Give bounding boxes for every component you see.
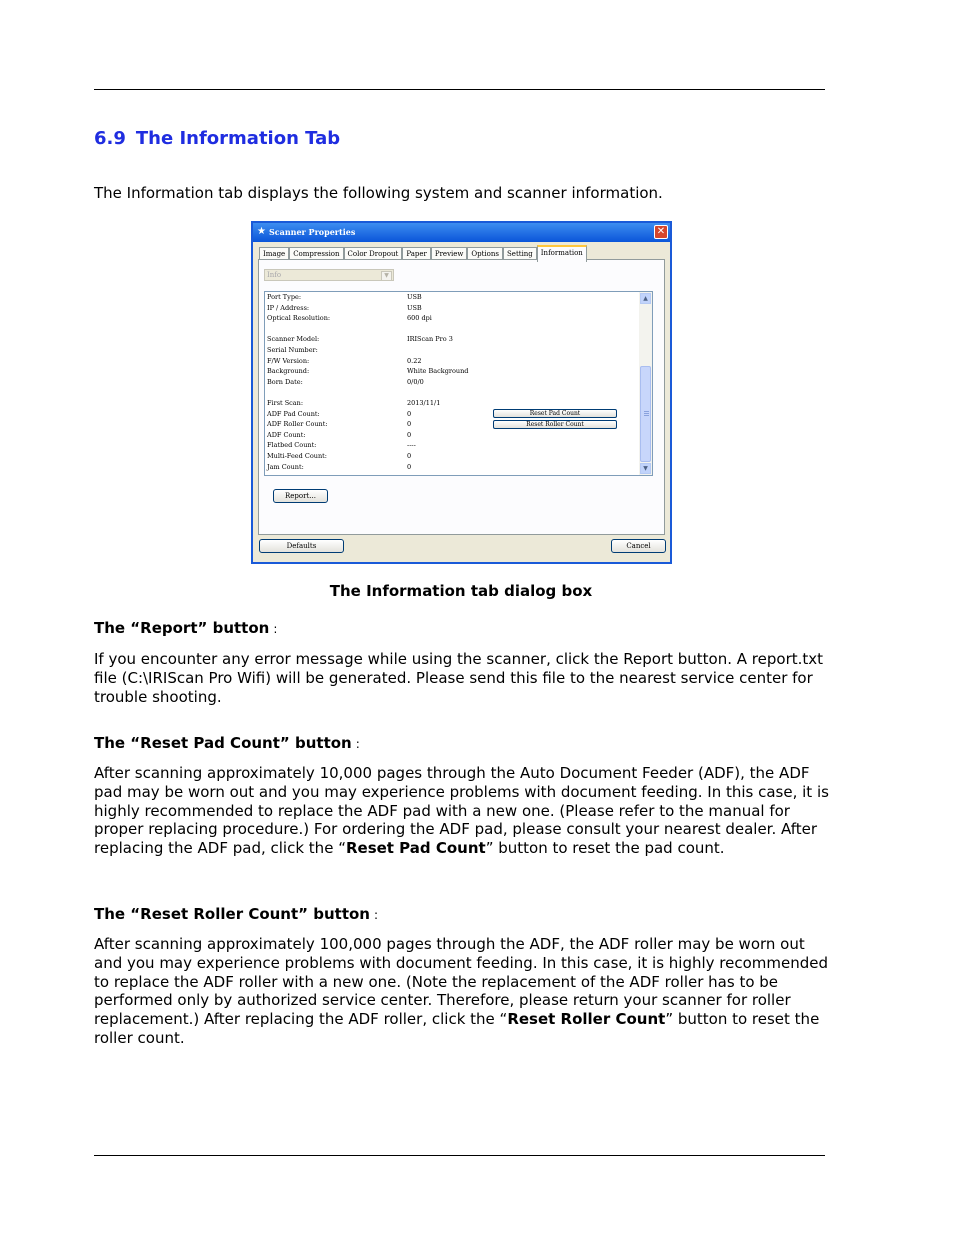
row-value: 0/0/0: [407, 377, 424, 386]
row-label: Scanner Model:: [267, 335, 320, 344]
list-item: [267, 430, 637, 440]
information-panel: [258, 259, 665, 535]
info-select[interactable]: [264, 269, 394, 281]
list-item: [267, 334, 637, 344]
reset-pad-paragraph: [94, 764, 829, 858]
list-item: [267, 303, 637, 313]
row-value: 0: [407, 420, 412, 429]
row-label: ADF Count:: [267, 430, 306, 439]
row-value: USB: [407, 303, 422, 312]
heading-colon: :: [273, 622, 278, 636]
row-value: 0.22: [407, 356, 422, 365]
reset-roller-bold: Reset Roller Count: [507, 1010, 666, 1029]
row-value: 0: [407, 462, 412, 471]
info-list[interactable]: [264, 291, 653, 476]
scroll-down-icon[interactable]: ▼: [640, 463, 651, 474]
scroll-up-icon[interactable]: ▲: [640, 293, 651, 304]
chevron-down-icon[interactable]: ▼: [381, 271, 392, 281]
row-value: IRIScan Pro 3: [407, 335, 453, 344]
row-label: Port Type:: [267, 293, 302, 301]
row-value: White Background: [407, 367, 469, 376]
report-paragraph: If you encounter any error message while using the scanner, click the Report button. A report.txt file (C:\IRIScan Pro Wifi) will be generated. Please send this file to the nearest service center for trouble shooting.: [94, 650, 824, 706]
list-item: [267, 451, 637, 461]
scanner-properties-dialog: [251, 221, 672, 564]
info-select-value: Info: [267, 271, 282, 279]
reset-pad-heading-text: The “Reset Pad Count” button: [94, 734, 352, 752]
section-heading: [94, 128, 340, 149]
row-label: Serial Number:: [267, 346, 318, 354]
reset-roller-text-b: ” button to reset the roller count.: [94, 1010, 820, 1047]
list-item: [267, 398, 637, 408]
list-item: [267, 292, 637, 302]
figure-caption: The Information tab dialog box: [329, 582, 593, 600]
list-item: [267, 324, 637, 334]
scanner-app-icon: ★: [257, 226, 266, 237]
list-item: [267, 313, 637, 323]
reset-roller-count-button[interactable]: Reset Roller Count: [493, 420, 617, 429]
row-value: ----: [407, 441, 416, 450]
row-label: Jam Count:: [267, 462, 304, 471]
row-value: USB: [407, 293, 422, 301]
reset-roller-heading: [94, 905, 378, 923]
dialog-titlebar: [253, 223, 670, 242]
tab-image[interactable]: Image: [259, 247, 289, 260]
row-value: 0: [407, 409, 412, 418]
footer-rule: [94, 1155, 825, 1156]
section-title: The Information Tab: [135, 128, 341, 149]
row-label: First Scan:: [267, 399, 304, 407]
header-rule: [94, 89, 825, 90]
row-label: IP / Address:: [267, 303, 310, 312]
defaults-button[interactable]: Defaults: [259, 539, 344, 553]
tab-options[interactable]: Options: [467, 247, 503, 260]
reset-pad-text-a: After scanning approximately 10,000 pages through the Auto Document Feeder (ADF), the ADF pad may be worn out and you may experience problems with document feeding. In this case, it is highly recommended to replace the ADF pad with a new one. (Please refer to the manual for proper replacing procedure.) For ordering the ADF pad, please consult your nearest dealer. After replacing the ADF pad, click the “: [94, 764, 829, 858]
row-label: Flatbed Count:: [267, 441, 317, 450]
row-value: 2013/11/1: [407, 399, 441, 407]
grip-line: [644, 413, 649, 414]
list-item: [267, 462, 637, 472]
reset-pad-count-button[interactable]: Reset Pad Count: [493, 409, 617, 418]
cancel-button[interactable]: Cancel: [611, 539, 666, 553]
list-item: [267, 440, 637, 450]
list-item: [267, 387, 637, 397]
heading-colon: :: [373, 908, 379, 922]
tab-setting[interactable]: Setting: [503, 247, 537, 260]
list-scrollbar[interactable]: [639, 292, 652, 475]
tab-preview[interactable]: Preview: [431, 247, 468, 260]
reset-pad-bold: Reset Pad Count: [345, 839, 486, 858]
row-label: ADF Pad Count:: [267, 409, 320, 418]
close-icon: ✕: [656, 226, 666, 237]
reset-pad-heading: [94, 734, 360, 752]
grip-line: [644, 411, 649, 412]
list-item: [267, 366, 637, 376]
row-label: Born Date:: [267, 377, 303, 386]
reset-roller-heading-text: The “Reset Roller Count” button: [94, 905, 370, 923]
row-label: Multi-Feed Count:: [267, 452, 327, 460]
row-value: 0: [407, 430, 412, 439]
reset-roller-paragraph: [94, 935, 829, 1048]
row-label: Background:: [267, 367, 310, 376]
tab-color-dropout[interactable]: Color Dropout: [344, 247, 403, 260]
report-heading: [94, 619, 277, 637]
section-number: 6.9: [94, 128, 126, 149]
reset-roller-text-a: After scanning approximately 100,000 pages through the ADF, the ADF roller may be worn out and you may experience problems with document feeding. In this case, it is highly recommended to replace the ADF roller with a new one. (Note the replacement of the ADF roller has to be performed only by authorized service center. Therefore, please return your scanner for roller replacement.) After replacing the ADF roller, click the “: [94, 935, 829, 1029]
report-heading-text: The “Report” button: [94, 619, 270, 637]
list-item: [267, 356, 637, 366]
tab-strip: [259, 245, 587, 259]
intro-paragraph: The Information tab displays the following system and scanner information.: [94, 184, 663, 202]
heading-colon: :: [355, 737, 360, 751]
tab-paper[interactable]: Paper: [402, 247, 431, 260]
scrollbar-thumb[interactable]: [640, 366, 651, 462]
row-value: 600 dpi: [407, 314, 432, 323]
tab-information[interactable]: Information: [537, 245, 587, 262]
row-label: ADF Roller Count:: [267, 420, 328, 429]
close-button[interactable]: [654, 225, 668, 239]
tab-compression[interactable]: Compression: [289, 247, 343, 260]
list-item: [267, 377, 637, 387]
grip-line: [644, 415, 649, 416]
reset-pad-text-b: ” button to reset the pad count.: [485, 839, 725, 858]
row-value: 0: [407, 452, 412, 460]
row-label: F/W Version:: [267, 356, 310, 365]
report-button[interactable]: Report...: [273, 489, 328, 503]
row-label: Optical Resolution:: [267, 314, 331, 323]
dialog-title: Scanner Properties: [269, 227, 356, 237]
list-item: [267, 345, 637, 355]
